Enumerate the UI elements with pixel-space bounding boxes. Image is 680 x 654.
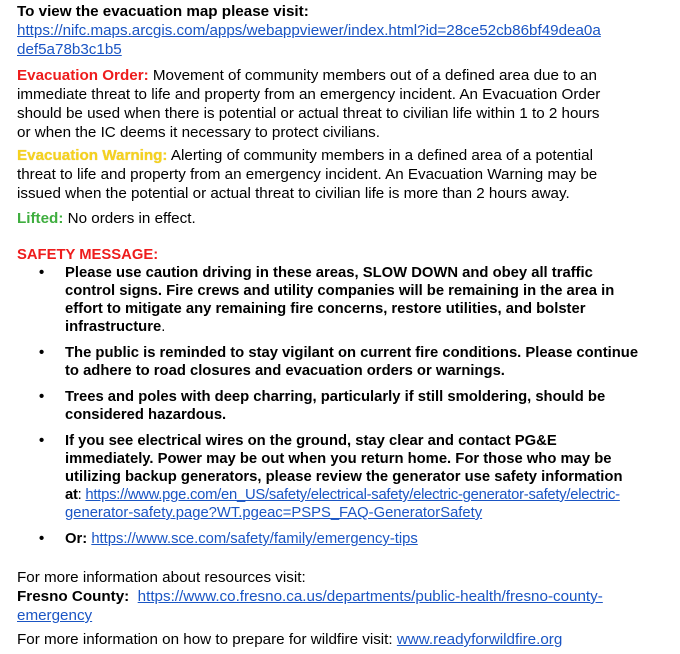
evacuation-warning-text-3: issued when the potential or actual threat to civilian life is more than 2 hours away. <box>17 185 570 202</box>
safety-item-vigilant-line2: to adhere to road closures and evacuation orders or warnings. <box>65 363 505 379</box>
fresno-county-link-cont[interactable]: emergency <box>17 607 93 624</box>
fresno-county-link-cont-line[interactable] <box>17 606 92 625</box>
map-url-line2[interactable]: def5a78b3c1b5 <box>17 41 122 58</box>
safety-item-electrical-line2: immediately. Power may be out when you return home. For those who may be <box>65 451 612 467</box>
safety-item-trees <box>17 388 667 424</box>
evacuation-warning-text: Alerting of community members in a defined area of a potential <box>167 147 593 164</box>
safety-item-vigilant <box>17 344 667 380</box>
evacuation-order-text: Movement of community members out of a defined area due to an <box>148 67 597 84</box>
evacuation-warning-definition <box>17 146 667 203</box>
sce-emergency-tips-link[interactable]: https://www.sce.com/safety/family/emergency-tips <box>91 531 418 547</box>
lifted-label: Lifted: <box>17 210 64 227</box>
safety-item-driving-period: . <box>161 319 166 335</box>
fresno-county-resource <box>17 587 603 606</box>
safety-item-vigilant-line1: The public is reminded to stay vigilant on current fire conditions. Please continue <box>65 345 639 361</box>
evacuation-order-text-2: immediate threat to life and property from an emergency incident. An Evacuation Order <box>17 86 601 103</box>
safety-item-electrical-at: at <box>65 487 78 503</box>
lifted-text: No orders in effect. <box>63 210 196 227</box>
resources-intro: For more information about resources visit: <box>17 569 306 586</box>
evacuation-order-label: Evacuation Order: <box>17 67 149 84</box>
evacuation-order-text-3: should be used when there is potential or actual threat to civilian life within 1 to 2 hours <box>17 105 600 122</box>
pge-generator-link-cont[interactable]: generator-safety.page?WT.pgeac=PSPS_FAQ-GeneratorSafety <box>65 505 483 521</box>
wildfire-prepare-text: For more information on how to prepare for wildfire visit: <box>17 631 397 648</box>
ready-for-wildfire-link[interactable]: www.readyforwildfire.org <box>396 631 563 648</box>
bullet-icon: • <box>39 433 45 449</box>
pge-generator-link[interactable]: https://www.pge.com/en_US/safety/electrical-safety/electric-generator-safety/electric- <box>85 487 620 503</box>
map-link-cont[interactable] <box>17 40 122 59</box>
lifted-definition <box>17 209 196 228</box>
safety-item-trees-line2: considered hazardous. <box>65 407 227 423</box>
bullet-icon: • <box>39 345 45 361</box>
safety-item-driving-line4: infrastructure <box>65 319 162 335</box>
evacuation-warning-label: Evacuation Warning: <box>17 147 168 164</box>
fresno-county-link[interactable]: https://www.co.fresno.ca.us/departments/public-health/fresno-county- <box>137 588 603 605</box>
map-url-line1[interactable]: https://nifc.maps.arcgis.com/apps/webappviewer/index.html?id=28ce52cb86bf49dea0a <box>17 22 601 39</box>
safety-item-driving <box>17 264 667 336</box>
safety-item-sce-label: Or: <box>65 531 92 547</box>
safety-item-electrical-line3: utilizing backup generators, please review the generator use safety information <box>65 469 623 485</box>
evacuation-order-definition <box>17 66 667 142</box>
evacuation-warning-text-2: threat to life and property from an emergency incident. An Evacuation Warning may be <box>17 166 598 183</box>
bullet-icon: • <box>39 265 45 281</box>
safety-item-driving-line1: Please use caution driving in these areas, SLOW DOWN and obey all traffic <box>65 265 593 281</box>
map-heading: To view the evacuation map please visit: <box>17 3 309 20</box>
bullet-icon: • <box>39 531 45 547</box>
wildfire-prepare <box>17 630 562 649</box>
safety-heading: SAFETY MESSAGE: <box>17 247 159 263</box>
safety-item-sce <box>17 530 667 548</box>
safety-item-trees-line1: Trees and poles with deep charring, particularly if still smoldering, should be <box>65 389 606 405</box>
safety-item-driving-line2: control signs. Fire crews and utility companies will be remaining in the area in <box>65 283 615 299</box>
evacuation-order-text-4: or when the IC deems it necessary to protect civilians. <box>17 124 380 141</box>
fresno-county-label: Fresno County: <box>17 588 130 605</box>
safety-item-driving-line3: effort to mitigate any remaining fire concerns, restore utilities, and bolster <box>65 301 586 317</box>
safety-item-electrical-colon: : <box>77 487 86 503</box>
safety-item-electrical-line1: If you see electrical wires on the ground, stay clear and contact PG&E <box>65 433 557 449</box>
bullet-icon: • <box>39 389 45 405</box>
safety-list <box>17 264 667 556</box>
safety-item-electrical <box>17 432 667 522</box>
map-link[interactable] <box>17 21 601 40</box>
